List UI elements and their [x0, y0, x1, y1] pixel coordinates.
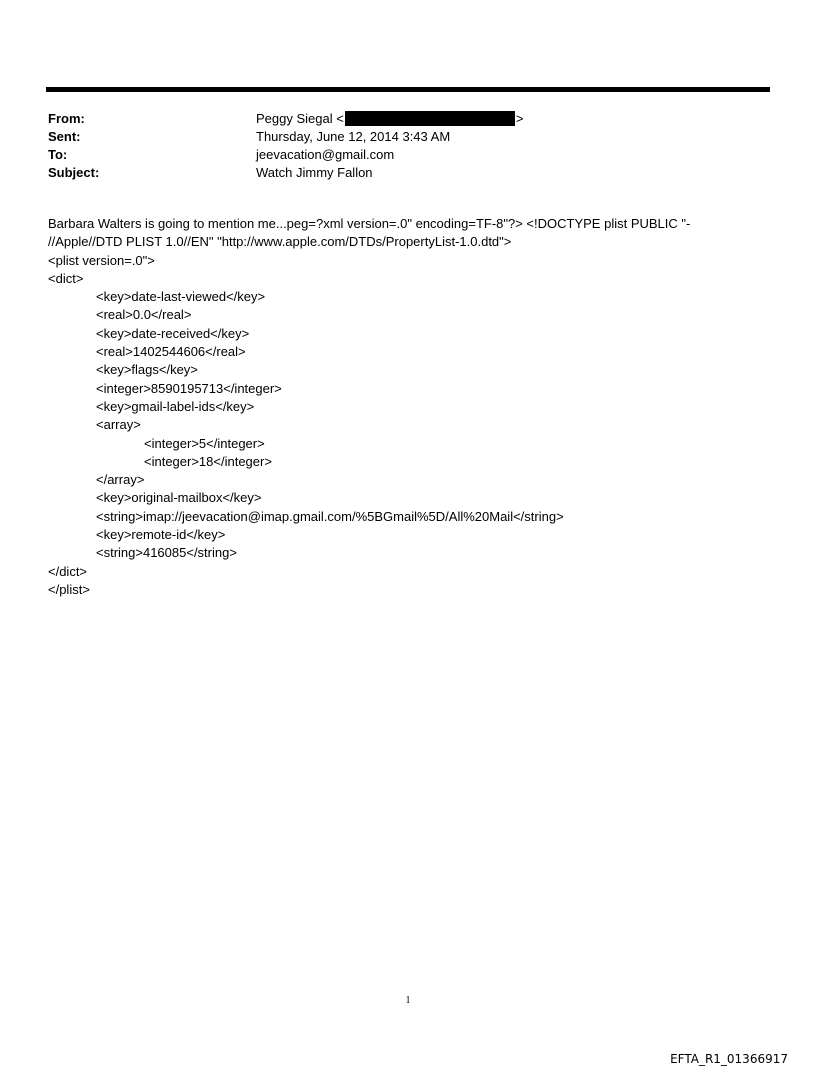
body-line: <integer>8590195713</integer>	[96, 380, 282, 396]
body-line: //Apple//DTD PLIST 1.0//EN" "http://www.apple.com/DTDs/PropertyList-1.0.dtd">	[48, 234, 512, 250]
body-line: <integer>5</integer>	[144, 435, 265, 451]
body-line: <string>imap://jeevacation@imap.gmail.com/%5BGmail%5D/All%20Mail</string>	[96, 508, 564, 524]
subject-row	[48, 164, 768, 182]
redaction-box	[345, 111, 515, 126]
page-number: 1	[405, 995, 411, 1006]
body-line: Barbara Walters is going to mention me...peg=?xml version=.0" encoding=TF-8"?> <!DOCTYPE plist PUBLIC "-	[48, 216, 691, 231]
body-line: <array>	[96, 417, 141, 433]
document-id: EFTA_R1_01366917	[670, 1052, 788, 1066]
body-line: <key>gmail-label-ids</key>	[96, 398, 255, 414]
to-value: jeevacation@gmail.com	[256, 147, 395, 162]
body-line: <key>original-mailbox</key>	[96, 490, 262, 506]
body-line: <real>1402544606</real>	[96, 344, 246, 360]
email-body	[48, 215, 768, 599]
from-close: >	[515, 111, 524, 126]
body-line: </dict>	[48, 563, 88, 579]
body-line: <dict>	[48, 270, 84, 286]
from-row	[48, 110, 768, 128]
sent-label: Sent:	[48, 129, 81, 144]
sent-row	[48, 128, 768, 146]
body-line: <string>416085</string>	[96, 545, 237, 561]
body-line: <key>date-last-viewed</key>	[96, 289, 266, 305]
from-label: From:	[48, 111, 85, 126]
to-row	[48, 146, 768, 164]
body-line: <key>date-received</key>	[96, 325, 250, 341]
from-name: Peggy Siegal <	[256, 111, 344, 126]
body-line: <key>flags</key>	[96, 362, 198, 378]
email-header	[48, 110, 768, 182]
subject-value: Watch Jimmy Fallon	[256, 165, 373, 180]
body-line: <plist version=.0">	[48, 252, 155, 268]
header-rule	[46, 87, 770, 92]
subject-label: Subject:	[48, 165, 100, 180]
from-value	[256, 110, 523, 128]
body-line: <integer>18</integer>	[144, 453, 272, 469]
to-label: To:	[48, 147, 68, 162]
body-line: </plist>	[48, 581, 90, 597]
body-line: <key>remote-id</key>	[96, 527, 226, 543]
body-line: </array>	[96, 472, 145, 488]
sent-value: Thursday, June 12, 2014 3:43 AM	[256, 129, 451, 144]
body-line: <real>0.0</real>	[96, 307, 192, 323]
